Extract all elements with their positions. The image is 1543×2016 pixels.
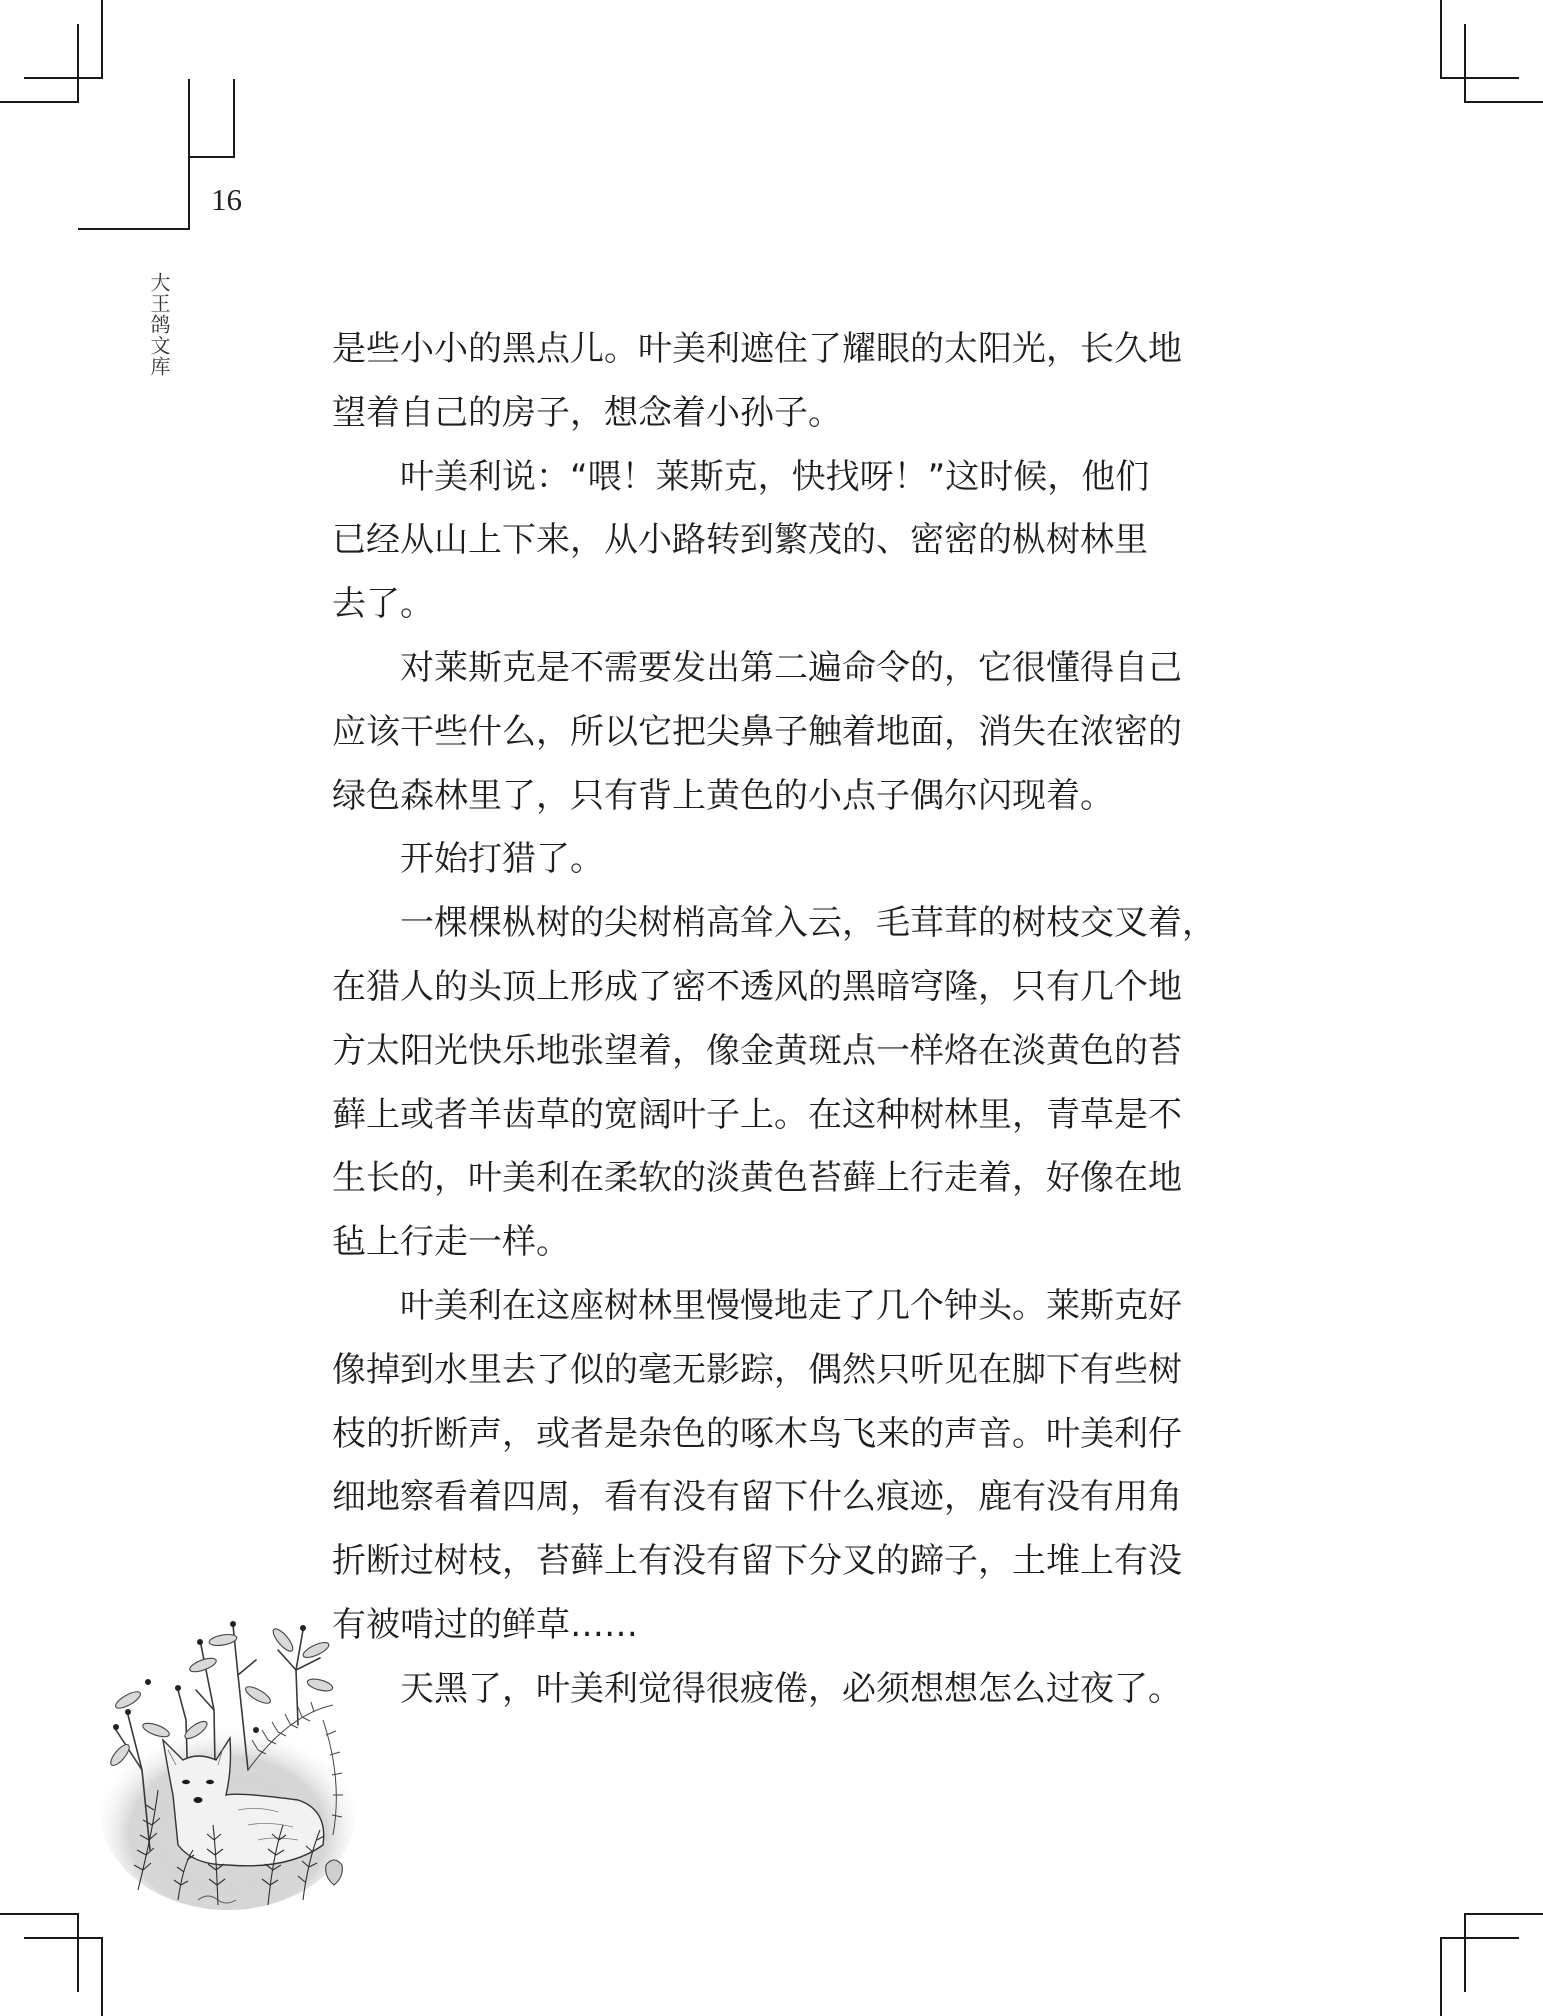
crop-mark — [1464, 24, 1466, 103]
text-line: 天黑了，叶美利觉得很疲倦，必须想想怎么过夜了。 — [400, 1668, 1182, 1709]
crop-mark — [1440, 1937, 1442, 2016]
text-line: 是些小小的黑点儿。叶美利遮住了耀眼的太阳光，长久地 — [332, 329, 1182, 369]
text-line: 枝的折断声，或者是杂色的啄木鸟飞来的声音。叶美利仔 — [332, 1413, 1182, 1454]
crop-mark — [101, 1937, 103, 2016]
crop-mark — [24, 77, 103, 79]
text-line: 望着自己的房子，想念着小孙子。 — [332, 392, 842, 433]
crop-mark — [101, 0, 103, 79]
crop-mark — [77, 24, 79, 103]
text-line: 绿色森林里了，只有背上黄色的小点子偶尔闪现着。 — [332, 775, 1114, 816]
text-line: 毡上行走一样。 — [332, 1222, 570, 1263]
body-text — [332, 318, 1216, 1722]
text-line: 对莱斯克是不需要发出第二遍命令的，它很懂得自己 — [400, 647, 1182, 688]
text-line: 藓上或者羊齿草的宽阔叶子上。在这种树林里，青草是不 — [332, 1094, 1182, 1135]
text-line: 叶美利在这座树林里慢慢地走了几个钟头。莱斯克好 — [400, 1285, 1182, 1326]
crop-mark — [1464, 1913, 1466, 1992]
text-line: 叶美利说：“喂！莱斯克，快找呀！”这时候，他们 — [400, 456, 1150, 497]
series-title: 大王鸽文库 — [147, 272, 171, 377]
text-line: 已经从山上下来，从小路转到繁茂的、密密的枞树林里 — [332, 520, 1148, 561]
page-number-frame — [188, 156, 235, 158]
fox-illustration — [98, 1620, 356, 1912]
text-line: 像掉到水里去了似的毫无影踪，偶然只听见在脚下有些树 — [332, 1349, 1182, 1390]
text-line: 方太阳光快乐地张望着，像金黄斑点一样烙在淡黄色的苔 — [332, 1030, 1182, 1071]
crop-mark — [1464, 101, 1543, 103]
text-line: 折断过树枝，苔藓上有没有留下分叉的蹄子，土堆上有没 — [332, 1541, 1182, 1582]
crop-mark — [77, 1913, 79, 1992]
crop-mark — [1440, 0, 1442, 79]
crop-mark — [1440, 77, 1519, 79]
page-number: 16 — [211, 182, 242, 217]
text-line: 在猎人的头顶上形成了密不透风的黑暗穹隆，只有几个地 — [332, 966, 1182, 1007]
text-line: 细地察看着四周，看有没有留下什么痕迹，鹿有没有用角 — [332, 1477, 1182, 1518]
crop-mark — [1440, 1937, 1519, 1939]
text-line: 开始打猎了。 — [400, 839, 604, 880]
crop-mark — [1464, 1913, 1543, 1915]
text-line: 应该干些什么，所以它把尖鼻子触着地面，消失在浓密的 — [332, 711, 1182, 752]
page-number-frame — [188, 79, 190, 230]
text-line: 去了。 — [332, 584, 434, 625]
text-line: 有被啃过的鲜草…… — [332, 1604, 638, 1645]
text-line: 生长的，叶美利在柔软的淡黄色苔藓上行走着，好像在地 — [332, 1158, 1182, 1199]
page-number-frame — [233, 79, 235, 158]
crop-mark — [24, 1937, 103, 1939]
page-number-frame — [78, 228, 190, 230]
crop-mark — [0, 101, 79, 103]
text-line: 一棵棵枞树的尖树梢高耸入云，毛茸茸的树枝交叉着， — [400, 903, 1216, 944]
crop-mark — [0, 1913, 79, 1915]
